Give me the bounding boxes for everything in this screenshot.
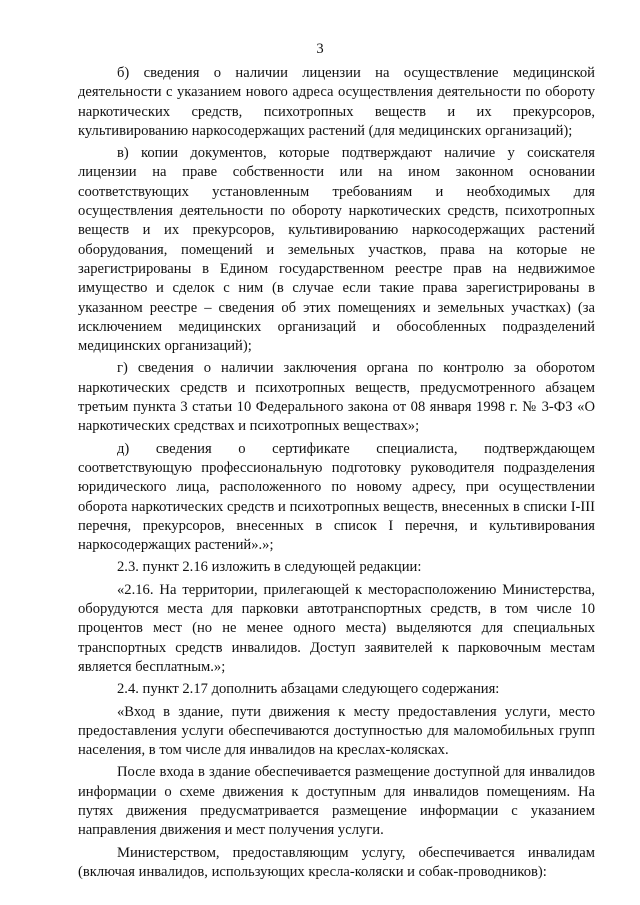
paragraph-d-specialist-certificate: д) сведения о сертификате специалиста, подтверждающем соответствующую профессиональную подготовку руководителя подразделения юридического лица, расположенного по новому адресу, при осуществлении оборота наркотических средств и психотропных веществ, внесенных в списки I-III перечня, прекурсоров, внесенных в список I перечня, и культивирования наркосодержащих растений».»; — [78, 440, 595, 554]
paragraph-item-2-16-parking: «2.16. На территории, прилегающей к месторасположению Министерства, оборудуются места для парковки автотранспортных средств, в том числе 10 процентов мест (но не менее одного места) выделяются для специальных транспортных средств инвалидов. Доступ заявителей к парковочным местам является бесплатным.»; — [78, 581, 595, 675]
paragraph-item-2-4: 2.4. пункт 2.17 дополнить абзацами следующего содержания: — [117, 681, 500, 698]
paragraph-building-entrance: «Вход в здание, пути движения к месту предоставления услуги, место предоставления услуги обеспечиваются доступностью для маломобильных групп населения, в том числе для инвалидов на креслах-колясках. — [78, 703, 595, 759]
document-body — [78, 64, 595, 882]
paragraph-b-license-info: б) сведения о наличии лицензии на осуществление медицинской деятельности с указанием нового адреса осуществления деятельности по обороту наркотических средств, психотропных веществ и их прекурсоров, культивированию наркосодержащих растений (для медицинских организаций); — [78, 65, 595, 139]
paragraph-after-entrance: После входа в здание обеспечивается размещение доступной для инвалидов информации о схеме движения к доступным для инвалидов помещениям. На путях движения предусматривается размещение информации с указанием направления движения и мест получения услуги. — [78, 764, 595, 839]
paragraph-g-control-conclusion: г) сведения о наличии заключения органа по контролю за оборотом наркотических средств и психотропных веществ, предусмотренного абзацем третьим пункта 3 статьи 10 Федерального закона от 08 января 1998 г. № 3-ФЗ «О наркотических средствах и психотропных веществах»; — [78, 360, 595, 435]
paragraph-v-property-documents: в) копии документов, которые подтверждают наличие у соискателя лицензии на праве собственности или на ином законном основании соответствующих установленным требованиям и необходимых для осуществления деятельности по обороту наркотических средств, психотропных веществ и их прекурсоров, культивированию наркосодержащих растений оборудования, помещений и земельных участков, права на которые не зарегистрированы в Едином государственном реестре прав на недвижимое имущество и сделок с ним (в случае если такие права зарегистрированы в указанном реестре – сведения об этих помещениях и земельных участках) (за исключением медицинских организаций и обособленных подразделений медицинских организаций); — [78, 145, 595, 355]
paragraph-ministry-ensures: Министерством, предоставляющим услугу, обеспечивается инвалидам (включая инвалидов, использующих кресла-коляски и собак-проводников): — [78, 844, 595, 880]
paragraph-item-2-3: 2.3. пункт 2.16 изложить в следующей редакции: — [117, 559, 422, 576]
page-number: 3 — [316, 41, 324, 57]
